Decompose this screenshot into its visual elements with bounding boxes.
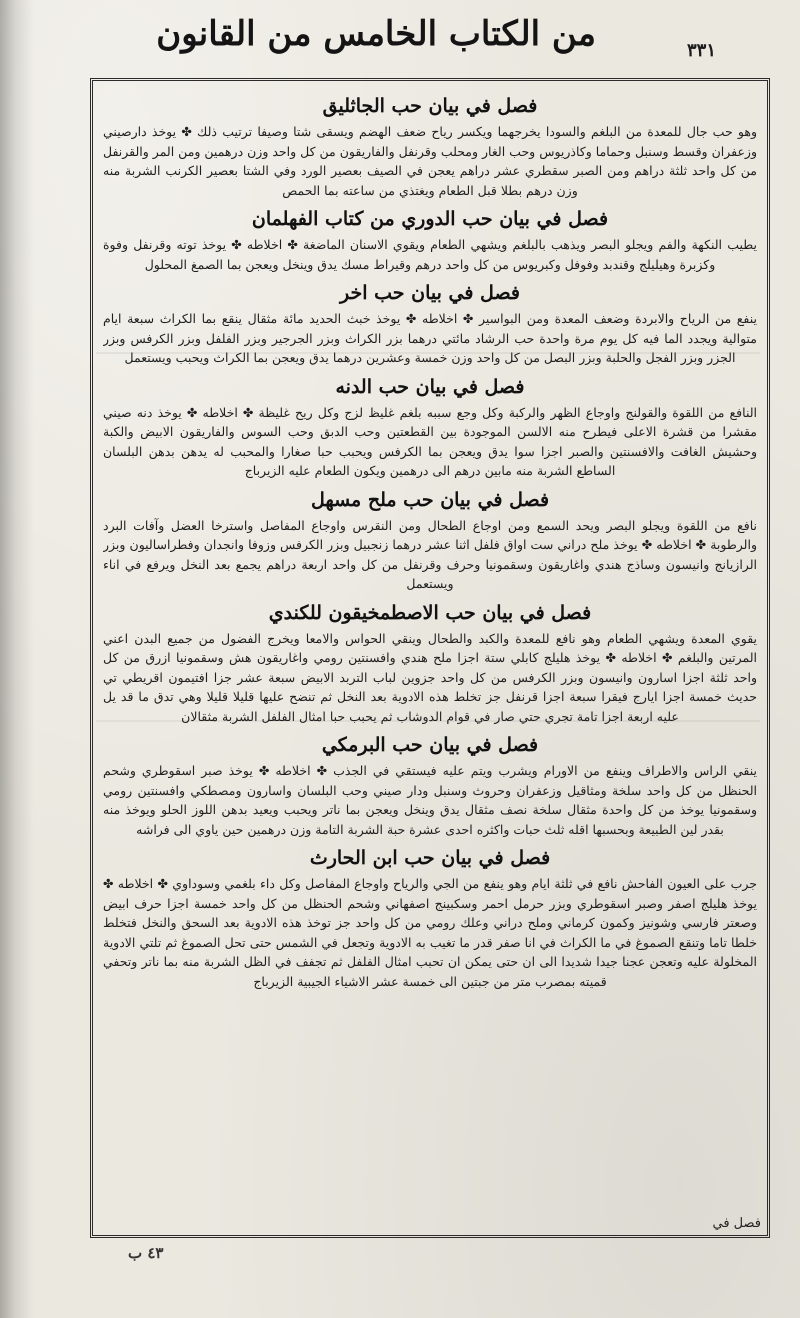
page-header — [96, 14, 716, 76]
section-hab-al-dawri — [103, 206, 757, 274]
section-hab-al-jathaliq — [103, 93, 757, 200]
section-body: وهو حب جال للمعدة من البلغم والسودا يخرجهما ويكسر رياح ضعف الهضم ويسقى شتا وصيفا ترتيب ذلك ✤ يوخذ دارصيني وزعفران وقسط وسنبل وحماما وكاذريوس وحب الغار ومحلب وقرنفل والفاريقون من كل واحد وزن درهمين ومن المر والقرنفل من كل واحد ثلثة دراهم ومن الصبر سقطري عشر دراهم يعجن في الصيف بعصير الورد وفي الشتا بعصير الكرنب الشربة منه وزن درهم بطلا قبل الطعام ويغتذي من ساعته بما الحمص — [103, 124, 757, 198]
section-title: فصل في بيان حب الدوري من كتاب الفهلمان — [251, 208, 609, 230]
signature-mark: ٤٣ ب — [128, 1244, 164, 1262]
section-hab-ibn-al-harith — [103, 845, 757, 991]
binding-shadow — [0, 0, 34, 1318]
section-body: يطيب النكهة والفم ويجلو البصر ويذهب بالبلغم ويشهي الطعام ويقوي الاسنان الماضغة ✤ اخلاطه ✤ يوخذ توته وقرنفل وفوة وكزبرة وهيليلج وقندبد وفوفل وكبريوس من كل واحد درهم وقيراط مسك يدق وينخل ويعجن بما الصمغ المحلول — [103, 237, 757, 272]
text-frame — [90, 78, 770, 1238]
section-title: فصل في بيان حب ملح مسهل — [310, 488, 550, 511]
section-hab-akhar — [103, 280, 757, 368]
section-body: جرب على العيون الفاحش نافع في ثلثة ايام وهو ينفع من الجي والرياح واوجاع المفاصل وكل داء بلغمي وسوداوي ✤ اخلاطه ✤ يوخذ هليلج اصفر وصبر اسقوطري وبزر حرمل احمر وسكبينج اصفهاني وشحم الحنظل من كل واحد خمسة اجزا حرف ابيض وصعتر فارسي وشونيز وكمون كرماني وملح دراني وعلك رومي من كل واحد جز توخذ هذه الادوية بعد السحق والنخل فتخلط خلطا تاما وتنقع الصموغ في ما الكراث في انا صفر قدر ما تغيب به الادوية وتجعل في الشمس حتى تحل الصموغ ثم تلتي الادوية المخلولة عليه وتعجن عجنا جيدا شديدا الى ان حتى يمكن ان تحبب امثال الفلفل ثم تجفف في الظل الشربة منه بما ناتر وتحفي قميته بمصرب متر من جبتين الى خمسة عشر الاشياء الجيبية الزيرباج — [103, 876, 757, 989]
section-hab-milh-mushil — [103, 487, 757, 594]
section-body: يقوي المعدة ويشهي الطعام وهو نافع للمعدة والكبد والطحال وينقي الحواس والامعا ويخرج الفضول من جميع البدن اعني المرتين والبلغم ✤ اخلاطه ✤ يوخذ هليلج كابلي ستة اجزا ملح هندي وافسنتين رومي واغاريقون هش وسقمونيا ازرق من كل واحد ثلثة اجزا اسارون وانيسون وبزر الكرفس من كل واحد جزوين لباب التربد الابيض سبعة عشر جزا افتيمون اقريطي تي حديث خمسة اجزا ايارج فيقرا سبعة اجزا قرنفل جز تخلط هذه الادوية بعد النخل ثم تنضح عليها قليلا قليلا وهي تدق ما قد يل عليه اربعة اجزا تامة تجري حتي صار في قوام الدوشاب ثم يحبب حبا امثال الفلفل الشربة مثقالان — [103, 630, 757, 724]
text-block — [103, 91, 757, 1201]
section-title: فصل في بيان حب ابن الحارث — [309, 847, 551, 869]
section-title: فصل في بيان حب الدنه — [335, 375, 525, 398]
page-number: ٣٣١ — [686, 40, 716, 61]
section-title: فصل في بيان حب اخر — [340, 282, 520, 304]
section-hab-al-danah — [103, 374, 757, 481]
section-body: ينقي الراس والاطراف وينفع من الاورام ويشرب ويتم عليه فيستقي في الجذب ✤ اخلاطه ✤ يوخذ صبر اسقوطري وشحم الحنظل من كل واحد سلخة ومثاقيل وزعفران وحروث وسنبل ودار صيني وحب البلسان واسارون ومصطكي وافسنتين رومي وسقمونيا يوخذ من كل واحدة مثقال سلخة نصف مثقال يدق وينخل ويعجن بما ناتر ويحبب ويعيد بدهن اللوز الحلو ويوخذ منه بقدر لين الطبيعة وبحسبها اقله ثلث حبات واكثره احدى عشرة حبة الشربة التامة وزن درهمين حين ياوي الى فراشه — [103, 763, 757, 837]
section-title: فصل في بيان حب الاصطمخيقون للكندي — [268, 601, 592, 624]
section-title: فصل في بيان حب البرمكي — [321, 734, 539, 756]
section-title: فصل في بيان حب الجاثليق — [322, 95, 538, 117]
section-body: نافع من اللقوة ويجلو البصر ويحد السمع ومن اوجاع الطحال ومن النقرس واوجاع المفاصل واسترخا العضل وآفات البرد والرطوبة ✤ اخلاطه ✤ يوخذ ملح دراني ست اواق فلفل اثنا عشر درهما زنجبيل وبزر الكرفس وزوفا وانجدان وفطراساليون وبزر الرازيانج وانيسون وساذج هندي واغاريقون وسقمونيا وحرف وقرنفل من كل واحد اربعة دراهم يجمع بعد النخل ويرفع في اناء ويستعمل — [103, 517, 757, 591]
section-body: ينفع من الرياح والابردة وضعف المعدة ومن البواسير ✤ اخلاطه ✤ يوخذ خبث الحديد مائة مثقال ينقع بما الكراث سبعة ايام متوالية ويجدد الما فيه كل يوم مرة واحدة حب الرشاد مائتي درهما بزر الكراث وبزر الجرجير وبزر الفلفل وبزر الكرفس وبزر الجزر وبزر الفجل والحلبة وبزر البصل من كل واحد وزن خمسة وعشرين درهما يدق ويعجن بما الكراث ويحبب ويستعمل — [103, 311, 757, 365]
section-hab-al-barmaki — [103, 732, 757, 839]
section-hab-al-istamkhiqun — [103, 600, 757, 727]
running-title: من الكتاب الخامس من القانون — [156, 14, 596, 54]
section-body: النافع من اللقوة والقولنج واوجاع الظهر والركبة وكل وجع سببه بلغم غليظ لزج وكل ريح غليظة ✤ اخلاطه ✤ يوخذ دنه صيني مقشرا من قشرة الاعلى فيطرح منه الالسن الموجودة بين القطعتين وحب الدبق وحب السوس والفاريقون الابيض والكبة وحشيش الغافت والافسنتين والصبر اجزا سوا يدق ويعجن بما الكرفس ويحبب حبا صغارا والمحبب له يدهن بدهن البلسان الساطع الشربة منه مابين درهم الى درهمين ويكون الطعام عليه الزيرباج — [103, 404, 757, 478]
catchword: فصل في — [712, 1216, 761, 1231]
